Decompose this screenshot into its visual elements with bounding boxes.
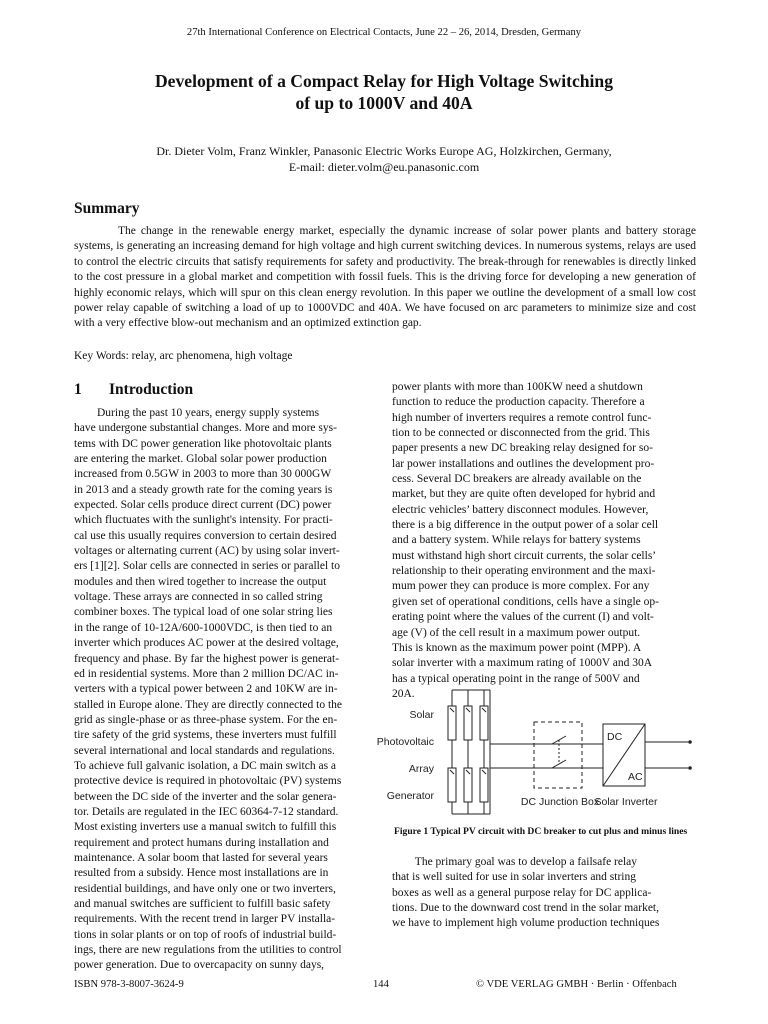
conference-header: 27th International Conference on Electrical Contacts, June 22 – 26, 2014, Dresden, Germany xyxy=(186,27,582,38)
fig-label-photovoltaic: Photovoltaic xyxy=(376,736,434,748)
ac-terminal-2 xyxy=(688,766,692,770)
text-line: stalled in Europe alone. They are directly connected to the xyxy=(74,698,343,711)
text-line: lar power installations and outlines the development pro- xyxy=(392,457,655,470)
text-line: paper presents a new DC breaking relay designed for so- xyxy=(392,442,653,455)
text-line: market, but they are quite often developed for hybrid and xyxy=(392,488,656,501)
author-email[interactable]: E-mail: dieter.volm@eu.panasonic.com xyxy=(288,160,480,174)
text-line: boxes as well as a general purpose relay for DC applica- xyxy=(392,886,652,899)
text-line: in the range of 10-12A/600-1000VDC, is then tied to an xyxy=(74,621,333,634)
fig-label-solar: Solar xyxy=(409,709,434,721)
panel-3-bottom xyxy=(480,768,488,802)
text-line: erating point where the values of the current (I) and volt- xyxy=(392,611,654,624)
fig-junction-label: DC Junction Box xyxy=(520,796,600,808)
intro-title: Introduction xyxy=(109,381,194,398)
summary-text: The change in the renewable energy market, especially the dynamic increase of solar power plants and battery storage systems, is generating an increasing demand for high voltage and high current switching devices. In numerous systems, relays are used to control the electric circuits that satisfy requirements for safety and productivity. The break-through for renewables is directly linked to the cost pressure in a global market and competition with fossil fuels. This is the driving force for developing a new generation of highly economic relays, which will spur on this clean energy revolution. In this paper we outline the development of a small low cost power relay capable of switching a load of up to 1000VDC and 40A. We have focused on arc parameters to minimize size and cost with a very effective blow-out mechanism and an optimized extinction gap. xyxy=(74,225,696,330)
text-line: ings, there are new regulations from the utilities to control xyxy=(74,944,342,957)
text-line: inverter which produces AC power at the desired voltage, xyxy=(74,637,339,650)
text-line: that is well suited for use in solar inverters and string xyxy=(392,871,637,884)
text-line: and manual switches are sufficient to fulfill basic safety xyxy=(74,898,331,910)
pv-circuit-figure xyxy=(376,682,698,822)
keywords: Key Words: relay, arc phenomena, high voltage xyxy=(74,350,293,362)
ac-terminal-1 xyxy=(688,740,692,744)
right-column xyxy=(392,380,659,702)
figure-caption: Figure 1 Typical PV circuit with DC breaker to cut plus and minus lines xyxy=(394,826,688,837)
text-line: combiner boxes. The typical load of one solar string lies xyxy=(74,606,333,619)
text-line: have undergone substantial changes. More and more sys- xyxy=(74,422,337,435)
text-line: tion to be connected or disconnected from the grid. This xyxy=(392,427,650,440)
text-line: several international and local standards and regulations. xyxy=(74,744,335,757)
fig-inverter-label: Solar Inverter xyxy=(594,796,658,808)
text-line: voltage. These arrays are connected in so called string xyxy=(74,591,323,604)
footer-page-number: 144 xyxy=(373,979,389,990)
text-line: cess. Several DC breakers are already available on the xyxy=(392,473,642,486)
summary-heading: Summary xyxy=(74,200,140,217)
text-line: requirement and protect humans during installation and xyxy=(74,836,329,849)
text-line: and a battery system. While relays for battery systems xyxy=(392,534,641,547)
text-line: must withstand high short circuit currents, the solar cells’ xyxy=(392,549,657,562)
left-column xyxy=(74,406,342,974)
authors: Dr. Dieter Volm, Franz Winkler, Panasonic Electric Works Europe AG, Holzkirchen, Germany, xyxy=(156,144,612,158)
panel-1-bottom xyxy=(448,768,456,802)
right-column-continued xyxy=(392,855,659,932)
text-line: frequency and phase. By far the highest power is generat- xyxy=(74,652,340,665)
text-line: grid as single-phase or as three-phase system. For the en- xyxy=(74,713,338,726)
text-line: between the DC side of the inverter and the solar genera- xyxy=(74,790,337,803)
text-line: modules and then wired together to increase the output xyxy=(74,575,327,588)
text-line: expected. Solar cells produce direct current (DC) power xyxy=(74,499,332,512)
intro-number: 1 xyxy=(74,381,82,398)
text-line: high number of inverters requires a remote control func- xyxy=(392,411,652,424)
text-line: given set of operational conditions, cells have a single op- xyxy=(392,595,659,608)
text-line: protective device is required in photovoltaic (PV) systems xyxy=(74,775,342,788)
panel-3-top xyxy=(480,706,488,740)
title-line-1: Development of a Compact Relay for High Voltage Switching xyxy=(154,71,614,91)
text-line: there is a big difference in the output power of a solar cell xyxy=(392,519,659,532)
panel-1-top xyxy=(448,706,456,740)
text-line: in 2013 and a steady growth rate for the coming years is xyxy=(74,483,333,496)
text-line: power generation. Due to overcapacity on sunny days, xyxy=(74,959,325,972)
text-line: tions. Due to the downward cost trend in the solar market, xyxy=(392,902,659,915)
text-line: tor. Details are regulated in the IEC 60364-7-12 standard. xyxy=(74,805,339,818)
text-line: tire safety of the grid systems, these inverters must fulfill xyxy=(74,729,337,742)
text-line: requirements. With the recent trend in larger PV installa- xyxy=(74,913,336,926)
text-line: resulted from a subsidy. Hence most installations are in xyxy=(74,867,329,880)
text-line: 20A. xyxy=(392,687,415,700)
text-line: which fluctuates with the sunlight's intensity. For practi- xyxy=(74,514,333,527)
text-line: increased from 0.5GW in 2003 to more than 30 000GW xyxy=(74,468,332,481)
text-line: The primary goal was to develop a failsafe relay xyxy=(392,856,638,868)
title-line-2: of up to 1000V and 40A xyxy=(295,93,473,113)
text-line: To achieve full galvanic isolation, a DC main switch as a xyxy=(74,759,337,772)
text-line: function to reduce the production capacity. Therefore a xyxy=(392,396,645,409)
text-line: tions in solar plants or on top of roofs of industrial build- xyxy=(74,928,337,941)
intro-heading xyxy=(74,381,193,399)
dc-junction-box xyxy=(534,722,582,788)
text-line: This is known as the maximum power point (MPP). A xyxy=(392,641,642,654)
text-line: has a typical operating point in the range of 500V and xyxy=(392,672,640,685)
text-line: relationship to their operating environment and the maxi- xyxy=(392,565,656,578)
text-line: verters with a typical power between 2 and 10KW are in- xyxy=(74,683,338,696)
text-line: ers [1][2]. Solar cells are connected in series or parallel to xyxy=(74,560,340,573)
text-line: tems with DC power generation like photovoltaic plants xyxy=(74,437,332,450)
panel-2-top xyxy=(464,706,472,740)
author-block xyxy=(0,143,768,175)
text-line: cal use this usually requires conversion to certain desired xyxy=(74,529,337,542)
fig-label-generator: Generator xyxy=(386,790,434,802)
text-line: During the past 10 years, energy supply systems xyxy=(74,407,320,419)
footer-publisher: © VDE VERLAG GMBH · Berlin · Offenbach xyxy=(476,979,677,990)
paper-title xyxy=(0,70,768,114)
text-line: voltages or alternating current (AC) by using solar invert- xyxy=(74,545,340,558)
text-line: solar inverter with a maximum rating of 1000V and 30A xyxy=(392,657,653,670)
text-line: electric vehicles’ battery disconnect modules. However, xyxy=(392,503,649,516)
text-line: ed in residential systems. More than 2 million DC/AC in- xyxy=(74,667,339,680)
panel-2-bottom xyxy=(464,768,472,802)
footer-isbn: ISBN 978-3-8007-3624-9 xyxy=(74,979,184,990)
text-line: residential buildings, and have only one or two inverters, xyxy=(74,882,336,895)
fig-dc-label: DC xyxy=(607,731,623,743)
fig-ac-label: AC xyxy=(628,771,643,783)
fig-label-array: Array xyxy=(408,763,434,775)
text-line: mum power they can produce is more complex. For any xyxy=(392,580,650,593)
text-line: maintenance. A solar boom that lasted for several years xyxy=(74,851,328,864)
text-line: we have to implement high volume production techniques xyxy=(392,917,660,930)
text-line: power plants with more than 100KW need a shutdown xyxy=(392,381,643,393)
text-line: Most existing inverters use a manual switch to fulfill this xyxy=(74,821,337,834)
text-line: are entering the market. Global solar power production xyxy=(74,453,327,466)
text-line: age (V) of the cell result in a maximum power output. xyxy=(392,626,641,639)
